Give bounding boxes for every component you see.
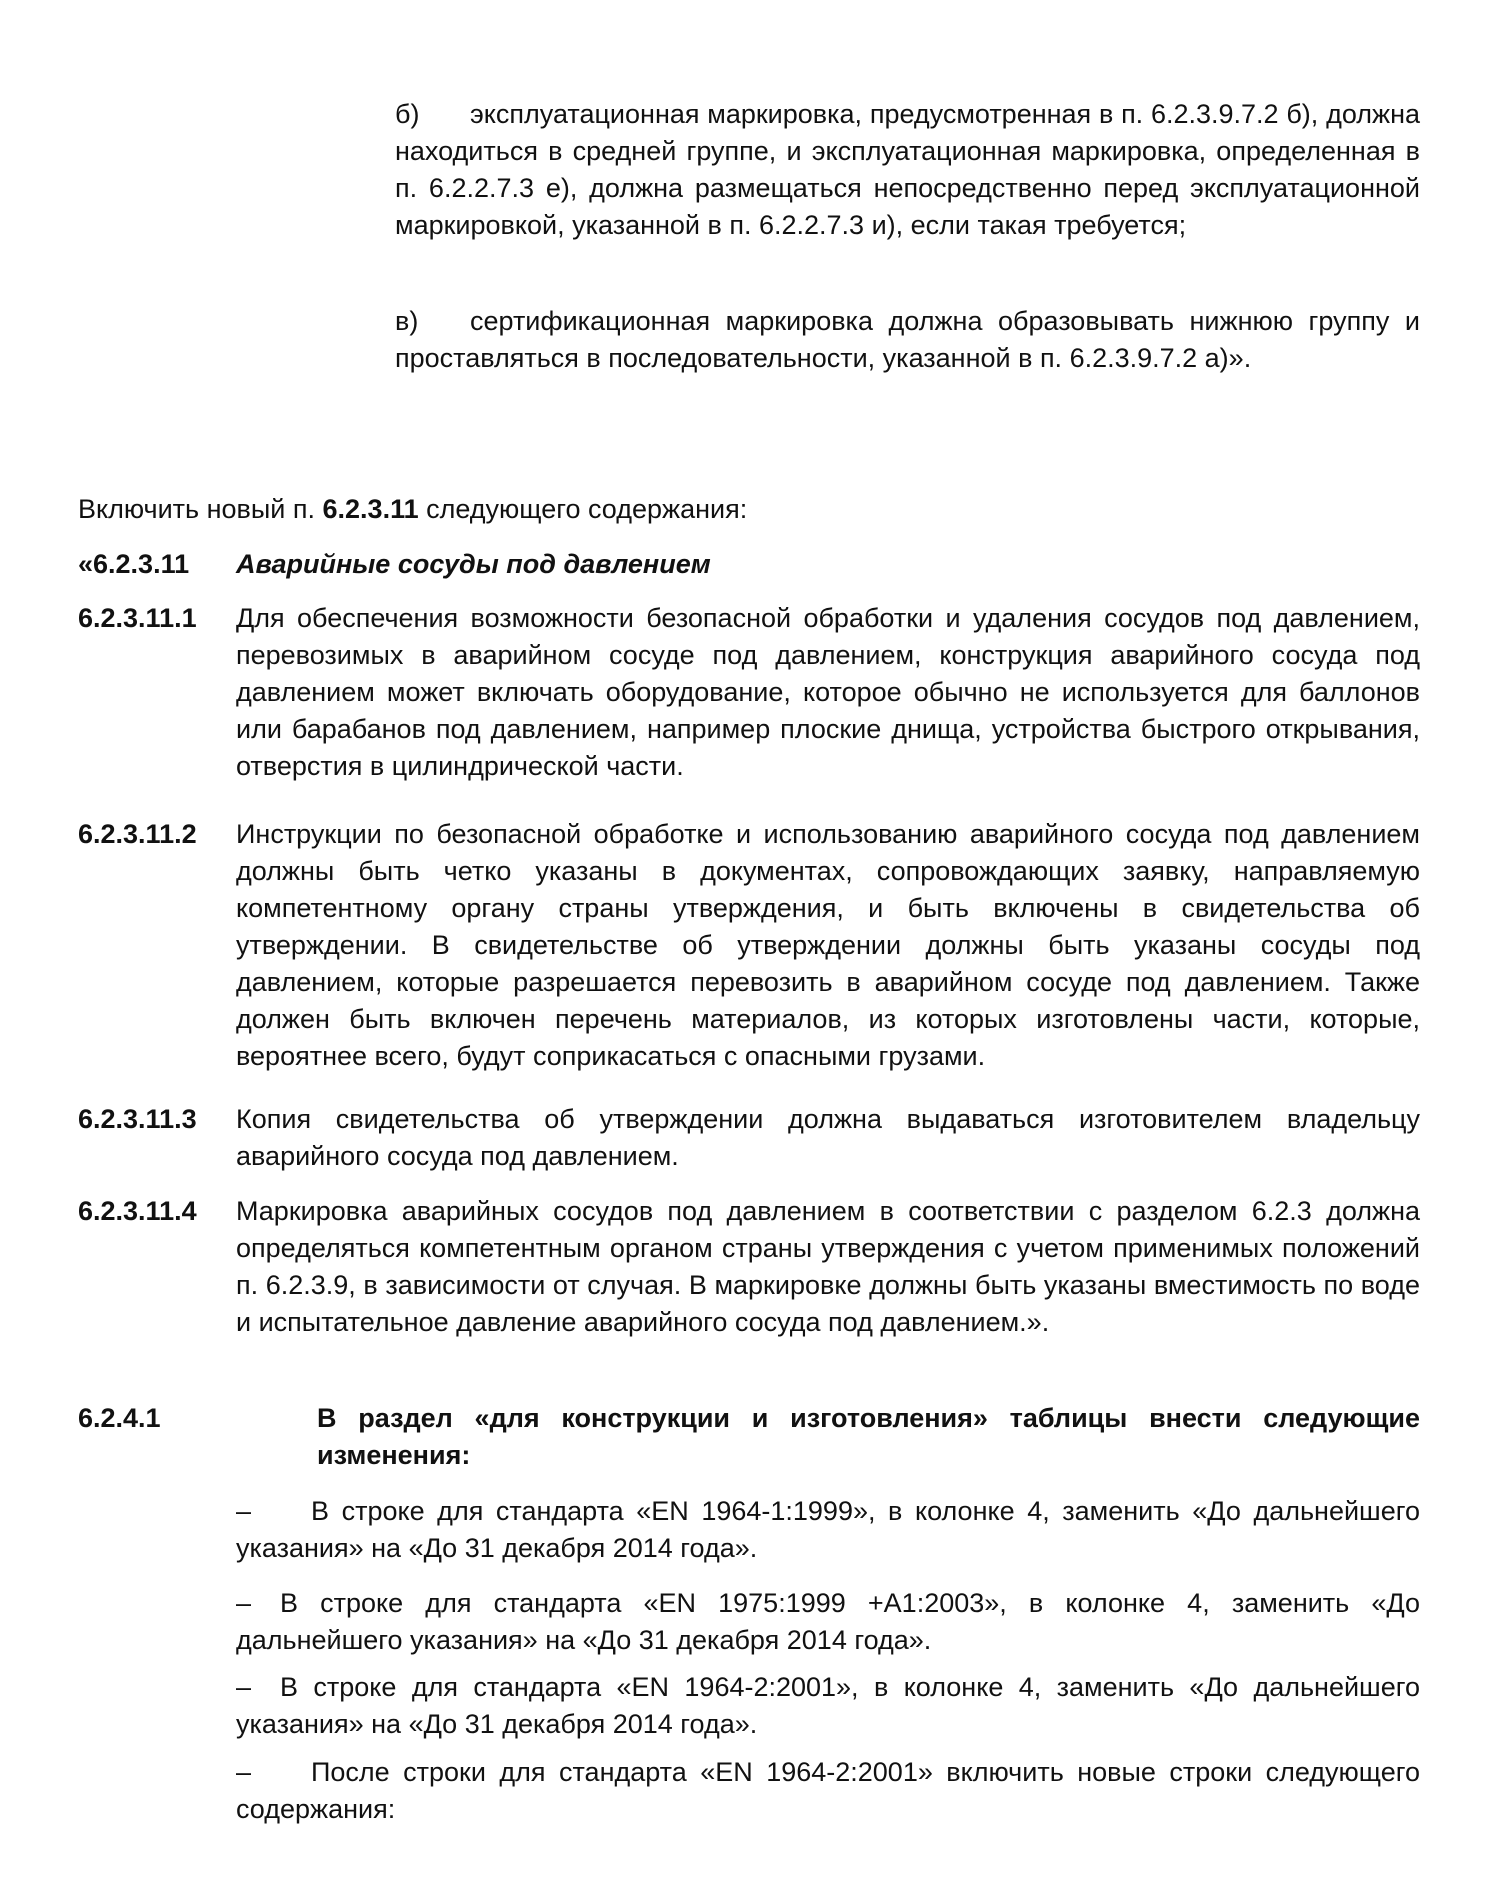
list-item-label: б) [395,99,420,129]
section-title: В раздел «для конструкции и изготовления» таблицы внести следующие изменения: [317,1403,1420,1470]
list-item-b [395,96,1420,244]
amendment-text: В строке для стандарта «EN 1964-1:1999», в колонке 4, заменить «До дальнейшего указания» на «До 31 декабря 2014 года». [236,1496,1420,1563]
clause-number: 6.2.3.11.3 [78,1104,197,1134]
dash-marker: – [236,1588,252,1618]
intro-number: 6.2.3.11 [322,494,419,524]
clause-text: Для обеспечения возможности безопасной обработки и удаления сосудов под давлением, перевозимых в аварийном сосуде под давлением, конструкция аварийного сосуда под давлением может включать оборудование, которое обычно не используется для баллонов или барабанов под давлением, например плоские днища, устройства быстрого открывания, отверстия в цилиндрической части. [236,603,1420,781]
section-number: «6.2.3.11 [78,549,190,579]
amendment-item [236,1585,1420,1659]
amendment-text: В строке для стандарта «EN 1975:1999 +A1:2003», в колонке 4, заменить «До дальнейшего указания» на «До 31 декабря 2014 года». [236,1588,1420,1655]
clause-number: 6.2.3.11.2 [78,819,197,849]
dash-marker: – [236,1672,252,1702]
list-item-label: в) [395,306,419,336]
clause-text: Маркировка аварийных сосудов под давлением в соответствии с разделом 6.2.3 должна определяться компетентным органом страны утверждения с учетом применимых положений п. 6.2.3.9, в зависимости от случая. В маркировке должны быть указаны вместимость по воде и испытательное давление аварийного сосуда под давлением.». [236,1196,1420,1337]
list-item-text: эксплуатационная маркировка, предусмотренная в п. 6.2.3.9.7.2 б), должна находиться в средней группе, и эксплуатационная маркировка, определенная в п. 6.2.2.7.3 е), должна размещаться непосредственно перед эксплуатационной маркировкой, указанной в п. 6.2.2.7.3 и), если такая требуется; [395,99,1420,240]
clause-number: 6.2.3.11.4 [78,1196,197,1226]
intro-sentence [78,491,1420,528]
clause-number: 6.2.3.11.1 [78,603,197,633]
dash-marker: – [236,1757,252,1787]
intro-suffix: следующего содержания: [418,494,748,524]
amendment-text: После строки для стандарта «EN 1964-2:2001» включить новые строки следующего содержания: [236,1757,1420,1824]
amendment-item [236,1493,1420,1567]
clause-text: Инструкции по безопасной обработке и использованию аварийного сосуда под давлением должны быть четко указаны в документах, сопровождающих заявку, направляемую компетентному органу страны утверждения, и быть включены в свидетельства об утверждении. В свидетельстве об утверждении должны быть указаны сосуды под давлением, которые разрешается перевозить в аварийном сосуде под давлением. Также должен быть включен перечень материалов, из которых изготовлены части, которые, вероятнее всего, будут соприкасаться с опасными грузами. [236,819,1420,1071]
intro-prefix: Включить новый п. [78,494,323,524]
dash-marker: – [236,1496,252,1526]
amendment-text: В строке для стандарта «EN 1964-2:2001», в колонке 4, заменить «До дальнейшего указания» на «До 31 декабря 2014 года». [236,1672,1420,1739]
list-item-v [395,303,1420,377]
section-title: Аварийные сосуды под давлением [236,549,711,579]
amendment-item [236,1669,1420,1743]
list-item-text: сертификационная маркировка должна образовывать нижнюю группу и проставляться в последовательности, указанной в п. 6.2.3.9.7.2 а)». [395,306,1420,373]
clause-text: Копия свидетельства об утверждении должна выдаваться изготовителем владельцу аварийного сосуда под давлением. [236,1104,1420,1171]
section-number: 6.2.4.1 [78,1403,161,1433]
amendment-item [236,1754,1420,1828]
